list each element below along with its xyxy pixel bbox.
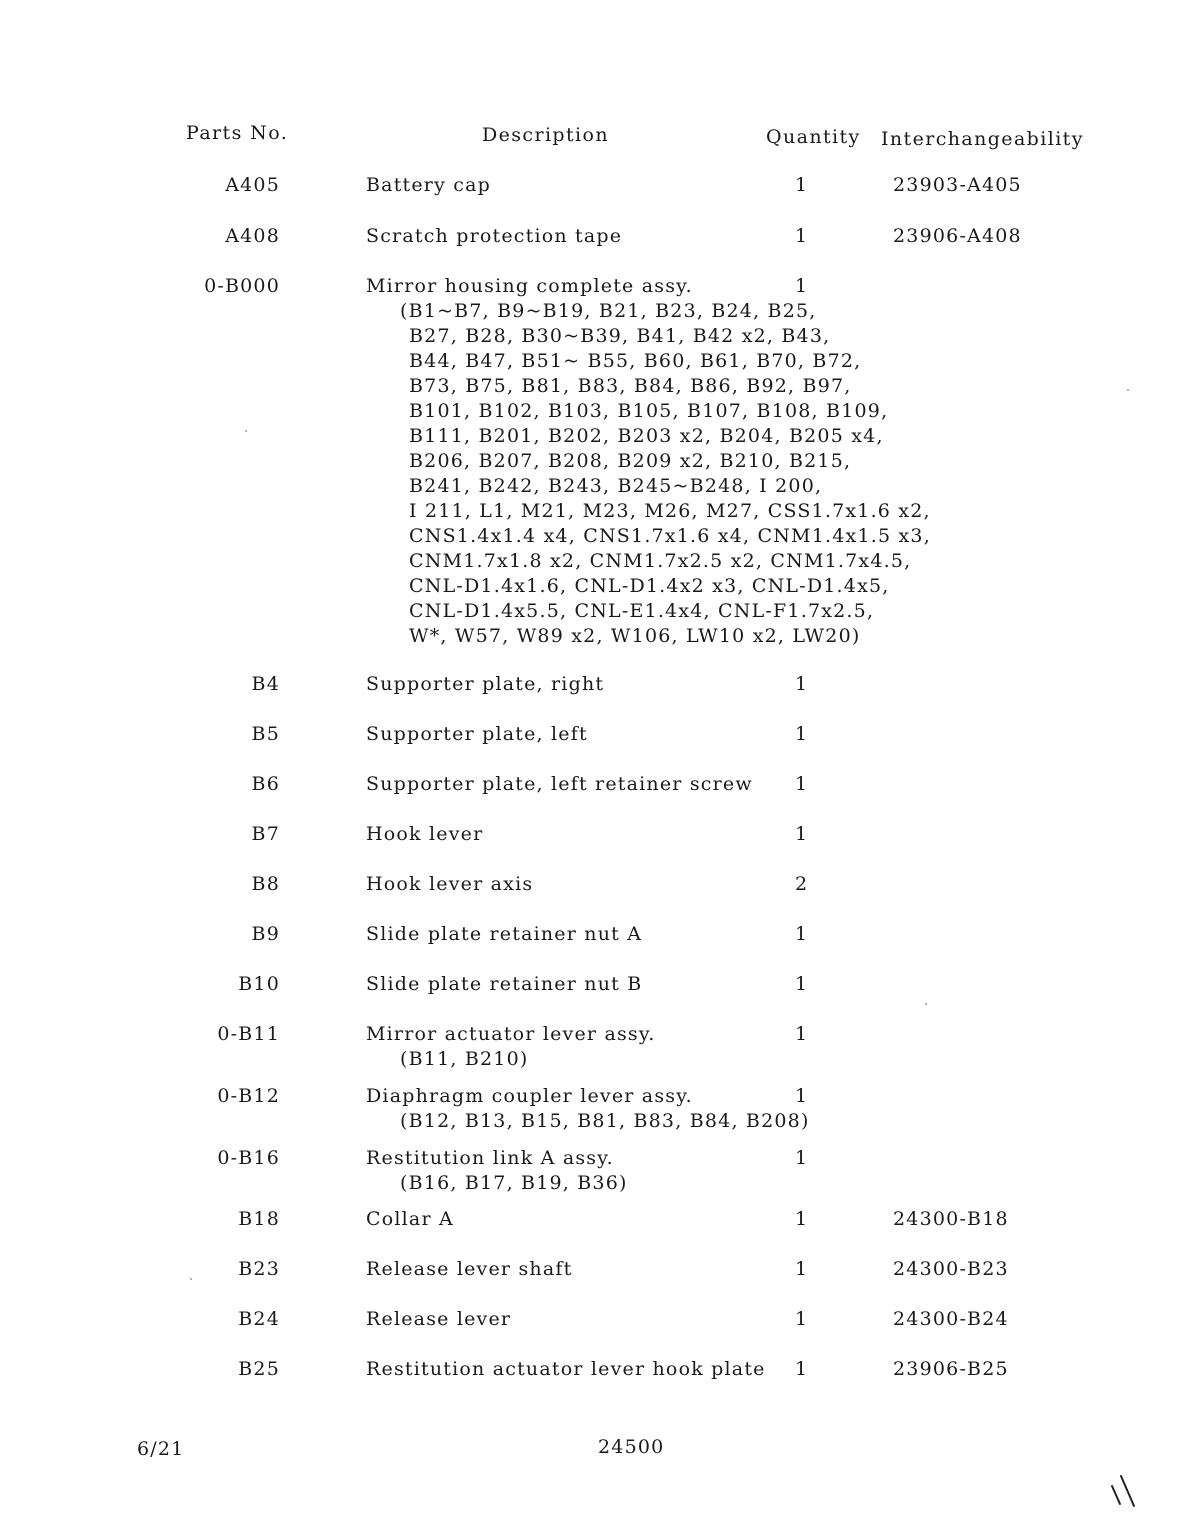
part-quantity: 1: [795, 1208, 809, 1230]
part-description: Restitution link A assy.: [366, 1147, 614, 1169]
part-number: 0-B12: [217, 1085, 280, 1107]
part-quantity: 1: [795, 923, 809, 945]
part-number: B7: [251, 823, 280, 845]
part-quantity: 1: [795, 673, 809, 695]
component-line: B44, B47, B51~ B55, B60, B61, B70, B72,: [409, 350, 862, 372]
part-description: Supporter plate, left: [366, 723, 588, 745]
assembly-components: [400, 1047, 528, 1072]
part-interchangeability: 24300-B18: [893, 1208, 1009, 1230]
part-quantity: 1: [795, 1085, 809, 1107]
part-description: Supporter plate, left retainer screw: [366, 773, 753, 795]
component-line: CNL-D1.4x5.5, CNL-E1.4x4, CNL-F1.7x2.5,: [409, 600, 875, 622]
part-number: 0-B11: [217, 1023, 280, 1045]
component-line: I 211, L1, M21, M23, M26, M27, CSS1.7x1.6 x2,: [409, 500, 931, 522]
component-line: B73, B75, B81, B83, B84, B86, B92, B97,: [409, 375, 852, 397]
part-number: B18: [238, 1208, 280, 1230]
part-quantity: 1: [795, 723, 809, 745]
part-quantity: 1: [795, 1358, 809, 1380]
part-interchangeability: 23906-B25: [893, 1358, 1009, 1380]
part-quantity: 1: [795, 1308, 809, 1330]
part-number: 0-B000: [204, 275, 280, 297]
part-number: A408: [225, 225, 280, 247]
part-quantity: 1: [795, 1023, 809, 1045]
part-quantity: 1: [795, 973, 809, 995]
part-number: A405: [225, 174, 280, 196]
part-description: Mirror actuator lever assy.: [366, 1023, 656, 1045]
assembly-components: [400, 299, 931, 649]
component-line: B101, B102, B103, B105, B107, B108, B109,: [409, 400, 889, 422]
scan-speck: [245, 430, 247, 432]
part-number: B8: [251, 873, 280, 895]
component-line: B27, B28, B30~B39, B41, B42 x2, B43,: [409, 325, 831, 347]
part-quantity: 1: [795, 1147, 809, 1169]
component-line: CNM1.7x1.8 x2, CNM1.7x2.5 x2, CNM1.7x4.5,: [409, 550, 912, 572]
part-description: Hook lever: [366, 823, 484, 845]
component-line: (B12, B13, B15, B81, B83, B84, B208): [400, 1110, 810, 1132]
assembly-components: [400, 1171, 628, 1196]
component-line: (B16, B17, B19, B36): [400, 1172, 628, 1194]
part-description: Scratch protection tape: [366, 225, 623, 247]
part-description: Restitution actuator lever hook plate: [366, 1358, 766, 1380]
part-quantity: 1: [795, 225, 809, 247]
part-description: Slide plate retainer nut A: [366, 923, 643, 945]
part-description: Slide plate retainer nut B: [366, 973, 643, 995]
part-quantity: 2: [795, 873, 809, 895]
part-description: Supporter plate, right: [366, 673, 605, 695]
part-number: B24: [238, 1308, 280, 1330]
part-description: Diaphragm coupler lever assy.: [366, 1085, 693, 1107]
part-interchangeability: 24300-B23: [893, 1258, 1009, 1280]
part-description: Release lever shaft: [366, 1258, 573, 1280]
part-number: B10: [238, 973, 280, 995]
scan-speck: [925, 1003, 927, 1005]
part-description: Hook lever axis: [366, 873, 534, 895]
part-quantity: 1: [795, 174, 809, 196]
part-quantity: 1: [795, 275, 809, 297]
part-number: 0-B16: [217, 1147, 280, 1169]
scan-speck: [190, 1278, 192, 1280]
header-description: Description: [482, 124, 609, 146]
footer-page-number: 24500: [598, 1436, 665, 1458]
component-line: B241, B242, B243, B245~B248, I 200,: [409, 475, 823, 497]
component-line: CNS1.4x1.4 x4, CNS1.7x1.6 x4, CNM1.4x1.5 x3,: [409, 525, 931, 547]
part-number: B5: [251, 723, 280, 745]
part-description: Battery cap: [366, 174, 491, 196]
part-interchangeability: 23906-A408: [893, 225, 1022, 247]
part-quantity: 1: [795, 823, 809, 845]
scan-speck: [1127, 389, 1129, 391]
part-quantity: 1: [795, 773, 809, 795]
part-number: B9: [251, 923, 280, 945]
header-parts-no: Parts No.: [186, 122, 289, 144]
assembly-components: [400, 1109, 810, 1134]
part-number: B6: [251, 773, 280, 795]
component-line: B206, B207, B208, B209 x2, B210, B215,: [409, 450, 852, 472]
component-line: B111, B201, B202, B203 x2, B204, B205 x4,: [409, 425, 884, 447]
part-interchangeability: 24300-B24: [893, 1308, 1009, 1330]
part-number: B23: [238, 1258, 280, 1280]
footer-date: 6/21: [137, 1438, 185, 1460]
component-line: CNL-D1.4x1.6, CNL-D1.4x2 x3, CNL-D1.4x5,: [409, 575, 890, 597]
component-line: (B1~B7, B9~B19, B21, B23, B24, B25,: [400, 300, 817, 322]
part-description: Release lever: [366, 1308, 512, 1330]
part-number: B4: [251, 673, 280, 695]
header-quantity: Quantity: [766, 126, 861, 148]
part-number: B25: [238, 1358, 280, 1380]
part-quantity: 1: [795, 1258, 809, 1280]
part-description: Collar A: [366, 1208, 454, 1230]
handwritten-mark-icon: [1108, 1472, 1138, 1510]
component-line: W*, W57, W89 x2, W106, LW10 x2, LW20): [409, 625, 861, 647]
header-interchangeability: Interchangeability: [881, 128, 1084, 150]
part-interchangeability: 23903-A405: [893, 174, 1022, 196]
component-line: (B11, B210): [400, 1048, 529, 1070]
part-description: Mirror housing complete assy.: [366, 275, 693, 297]
